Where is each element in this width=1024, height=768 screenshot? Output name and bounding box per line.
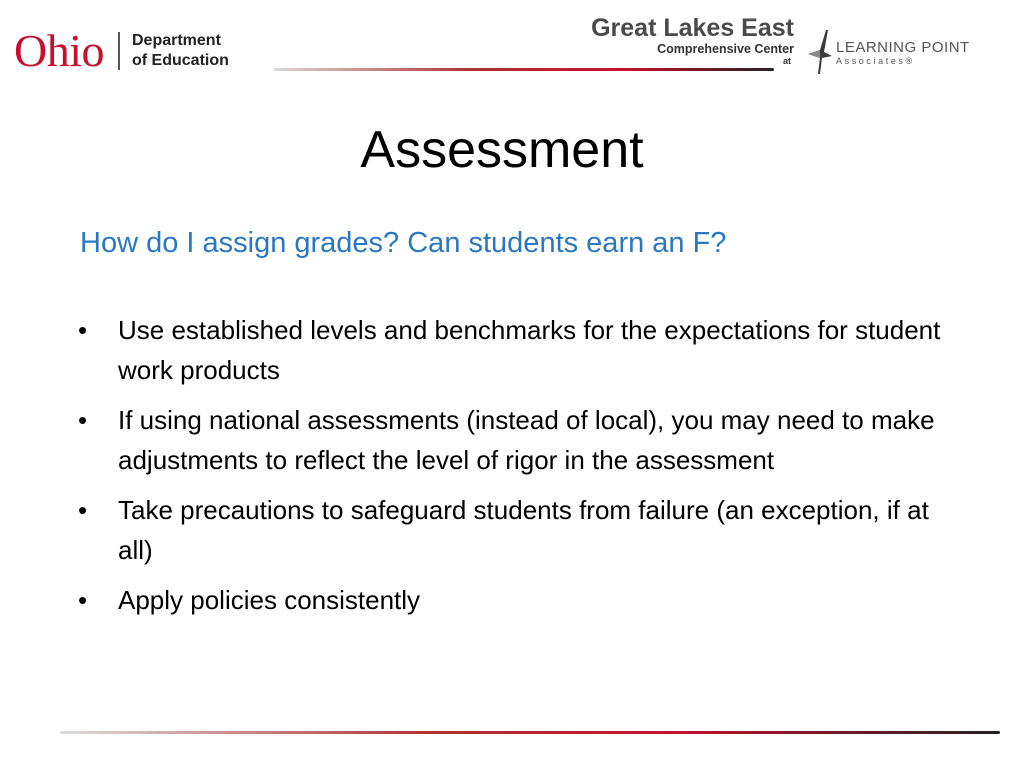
gle-logo-at: at [783,56,792,66]
ohio-logo-dept-line2: of Education [132,52,229,69]
bullet-text: Use established levels and benchmarks for the expectations for student work products [118,315,941,385]
bullet-list [78,310,958,630]
bullet-text: Take precautions to safeguard students from failure (an exception, if at all) [118,495,929,565]
lpa-logo-line2: Associates® [836,55,915,66]
slide-title: Assessment [360,121,644,179]
bullet-item [78,490,958,570]
footer-divider [60,731,1000,734]
bullet-item [78,400,958,480]
slide-subtitle: How do I assign grades? Can students earn an F? [80,227,727,259]
gle-logo-title: Great Lakes East [591,14,794,42]
ohio-department-of-education-logo [14,25,229,76]
ohio-logo-department-text [132,31,229,71]
bullet-dot-icon: • [78,495,88,525]
bullet-text: Apply policies consistently [118,585,421,615]
bullet-dot-icon: • [78,315,88,345]
learning-point-associates-logo [804,28,970,76]
bullet-dot-icon: • [78,405,88,435]
great-lakes-east-logo [562,14,794,56]
lpa-logo-line1: LEARNING POINT [836,38,970,56]
header-divider [274,68,774,71]
bullet-item [78,580,958,620]
ohio-logo-dept-line1: Department [132,32,221,49]
bullet-item [78,310,958,390]
gle-logo-subtitle: Comprehensive Center [657,42,794,56]
ohio-logo-divider [118,32,120,70]
bullet-text: If using national assessments (instead of local), you may need to make adjustments to reflect the level of rigor in the assessment [118,405,935,475]
bullet-dot-icon: • [78,585,88,615]
ohio-logo-word: Ohio [14,25,104,76]
learning-point-mark-icon [804,28,834,76]
learning-point-text [836,39,970,66]
